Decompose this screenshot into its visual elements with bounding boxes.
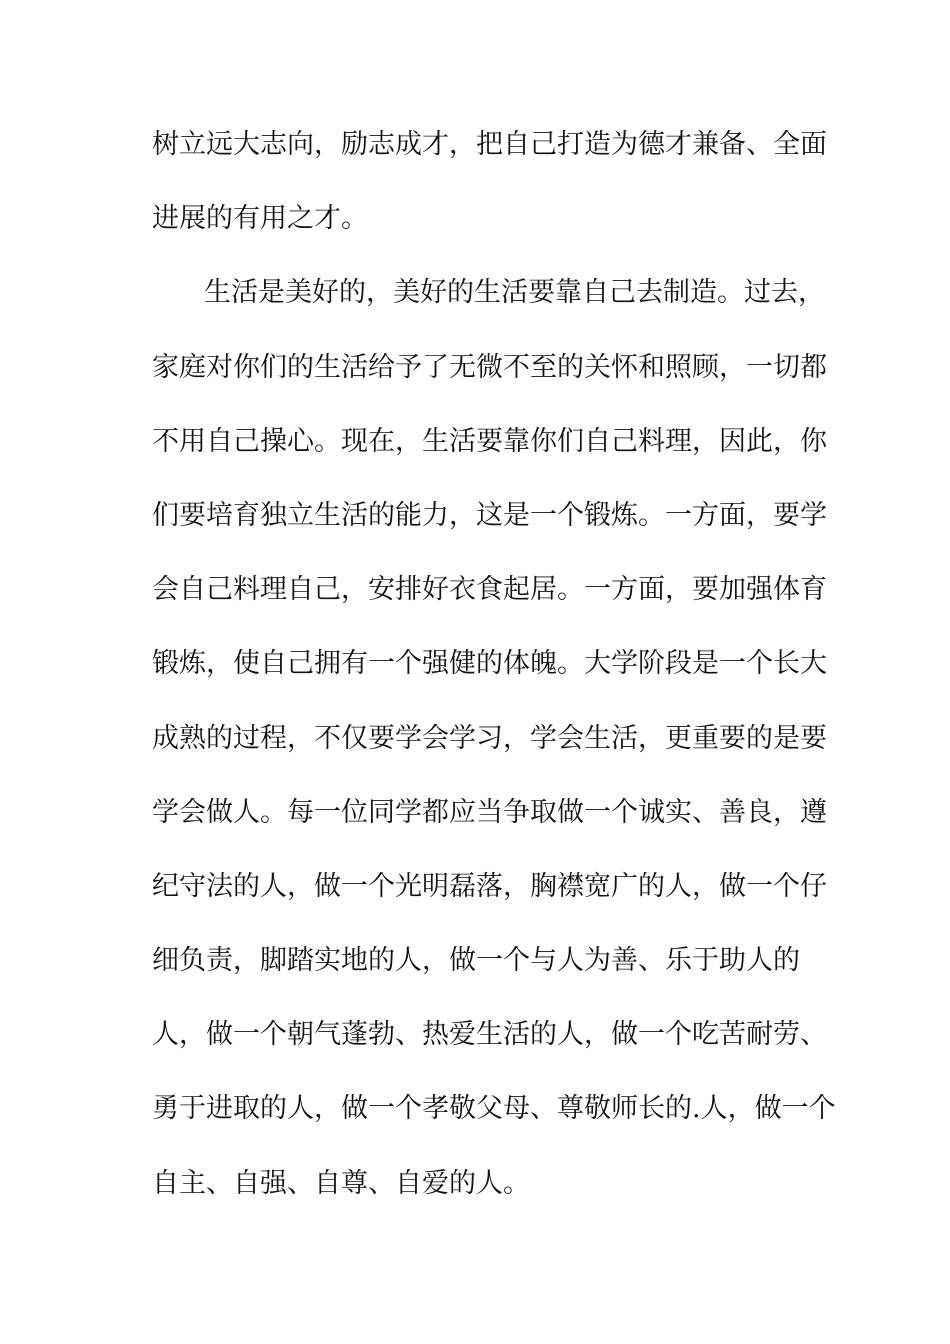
text-line: 不用自己操心。现在，生活要靠你们自己料理，因此，你 <box>152 425 827 457</box>
text-line: 树立远大志向，励志成才，把自己打造为德才兼备、全面 <box>152 129 827 160</box>
text-line: 细负责，脚踏实地的人，做一个与人为善、乐于助人的 <box>152 945 800 977</box>
text-line: 纪守法的人，做一个光明磊落，胸襟宽广的人，做一个仔 <box>152 870 827 902</box>
body-text <box>152 126 836 1239</box>
text-line: 学会做人。每一位同学都应当争取做一个诚实、善良，遵 <box>152 796 827 828</box>
text-line: 勇于进取的人，做一个孝敬父母、尊敬师长的.人，做一个 <box>152 1093 836 1125</box>
text-line: 家庭对你们的生活给予了无微不至的关怀和照顾，一切都 <box>152 351 827 383</box>
text-line: 会自己料理自己，安排好衣食起居。一方面，要加强体育 <box>152 574 827 606</box>
text-line: 进展的有用之才。 <box>152 203 368 235</box>
paragraph-start-line: 生活是美好的，美好的生活要靠自己去制造。过去， <box>204 277 825 309</box>
text-line: 自主、自强、自尊、自爱的人。 <box>152 1167 530 1199</box>
text-line: 人，做一个朝气蓬勃、热爱生活的人，做一个吃苦耐劳、 <box>152 1019 827 1051</box>
text-line: 锻炼，使自己拥有一个强健的体魄。大学阶段是一个长大 <box>152 648 827 680</box>
text-line: 们要培育独立生活的能力，这是一个锻炼。一方面，要学 <box>152 499 827 531</box>
text-line: 成熟的过程，不仅要学会学习，学会生活，更重要的是要 <box>152 722 827 754</box>
